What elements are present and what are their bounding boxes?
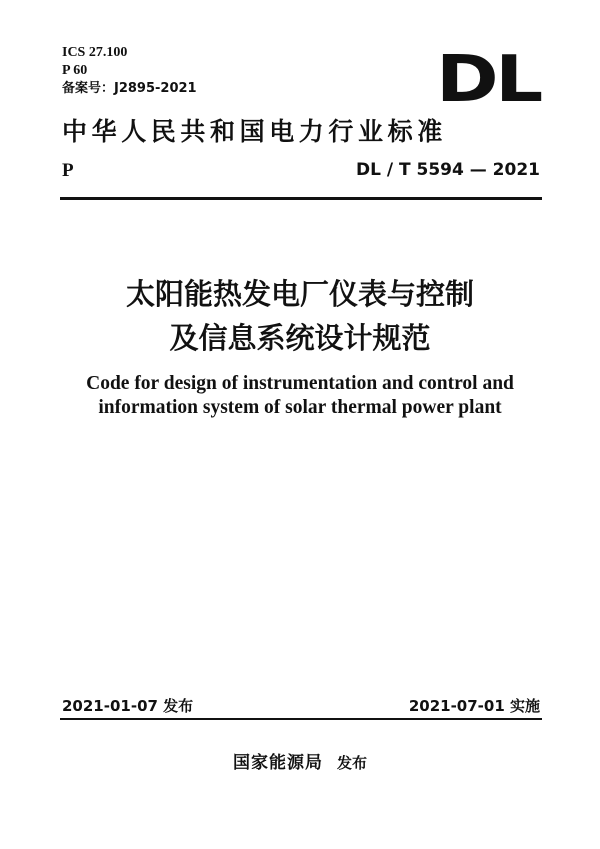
chinese-title bbox=[0, 272, 600, 360]
category-code: P bbox=[62, 160, 74, 181]
english-title-line-2: information system of solar thermal power plant bbox=[98, 397, 502, 418]
ccs-code: P 60 bbox=[62, 63, 88, 78]
english-title-line-1: Code for design of instrumentation and control and bbox=[86, 373, 514, 394]
issue-date: 2021-01-07 发布 bbox=[62, 697, 194, 715]
chinese-title-line-1: 太阳能热发电厂仪表与控制 bbox=[125, 277, 474, 311]
standard-type-title: 中华人民共和国电力行业标准 bbox=[62, 117, 447, 146]
english-title bbox=[0, 372, 600, 420]
publisher-org: 国家能源局 bbox=[232, 753, 323, 773]
dl-logo: DL bbox=[436, 43, 540, 117]
ics-code: ICS 27.100 bbox=[62, 45, 128, 60]
chinese-title-line-2: 及信息系统设计规范 bbox=[169, 321, 431, 355]
classification-block bbox=[62, 44, 197, 98]
publisher-action: 发布 bbox=[336, 754, 367, 772]
standard-number: DL / T 5594 — 2021 bbox=[356, 160, 540, 180]
record-number: 备案号：J2895-2021 bbox=[62, 81, 197, 96]
publisher-line bbox=[0, 748, 600, 773]
implementation-date: 2021-07-01 实施 bbox=[408, 697, 540, 715]
header-divider bbox=[60, 197, 542, 200]
footer-divider bbox=[60, 718, 542, 720]
